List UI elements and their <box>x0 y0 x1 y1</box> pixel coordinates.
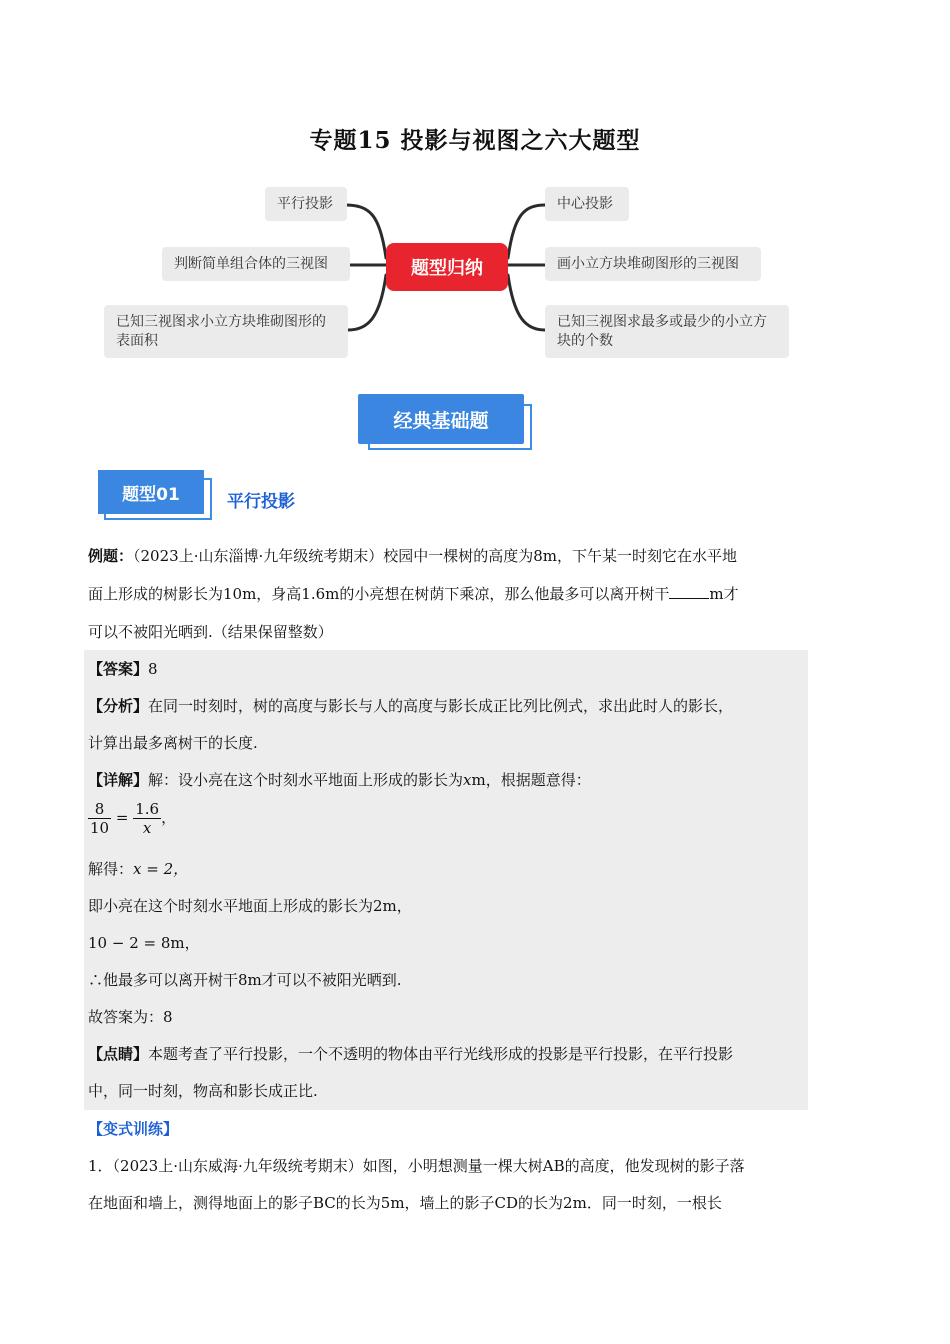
detail-var: x <box>463 771 472 789</box>
shadow-line: 即小亮在这个时刻水平地面上形成的影长为2m， <box>88 897 412 915</box>
connector-left-1 <box>345 205 386 258</box>
variant-q1-line-1: 1．（2023上·山东威海·九年级统考期末）如图，小明想测量一棵大树AB的高度，他发现树的影子落 <box>88 1157 745 1175</box>
point-text-1: 本题考查了平行投影，一个不透明的物体由平行光线形成的投影是平行投影，在平行投影 <box>148 1045 734 1063</box>
example-text-2-tail: m才 <box>709 585 739 603</box>
equals-sign: = <box>115 808 129 827</box>
page-title: 专题15 投影与视图之六大题型 <box>309 127 641 154</box>
section-badge <box>358 394 538 456</box>
solve-eq: x = 2， <box>133 860 189 878</box>
variant-heading: 【变式训练】 <box>88 1120 179 1138</box>
fraction-left-den: 10 <box>90 819 110 837</box>
mindmap-center: 题型归纳 <box>386 243 508 291</box>
mindmap-node-parallel-projection: 平行投影 <box>265 187 347 221</box>
answer-blank <box>669 584 709 599</box>
detail-line-1 <box>88 769 591 790</box>
example-line-1 <box>88 545 737 566</box>
fraction-right-num: 1.6 <box>135 800 160 818</box>
detail-tag: 【详解】 <box>88 771 149 789</box>
connector-right-1 <box>508 205 545 258</box>
analysis-line-1 <box>88 695 733 716</box>
mindmap-node-simple-composite-views: 判断简单组合体的三视图 <box>162 247 350 281</box>
type-badge <box>98 470 216 524</box>
answer-tag: 【答案】 <box>88 660 149 678</box>
final-answer-line: 故答案为：8 <box>88 1008 173 1026</box>
calc-line: 10 − 2 = 8m， <box>88 934 200 952</box>
answer-value: 8 <box>148 660 158 678</box>
detail-text-1b: m，根据题意得： <box>471 771 591 789</box>
fraction-right-den: x <box>142 819 152 837</box>
connector-left-3 <box>348 275 386 330</box>
analysis-text-1: 在同一时刻时，树的高度与影长与人的高度与影长成正比列比例式，求出此时人的影长， <box>148 697 734 715</box>
point-tag: 【点睛】 <box>88 1045 149 1063</box>
fraction-left-num: 8 <box>88 800 111 819</box>
mindmap-node-central-projection: 中心投影 <box>545 187 629 221</box>
section-badge-label: 经典基础题 <box>358 394 524 444</box>
variant-q1-line-2: 在地面和墙上，测得地面上的影子BC的长为5m，墙上的影子CD的长为2m．同一时刻，一根长 <box>88 1194 722 1212</box>
example-label: 例题： <box>88 547 134 565</box>
answer-block <box>84 650 808 1110</box>
type-title: 平行投影 <box>227 492 295 512</box>
fraction-right <box>133 800 161 837</box>
solve-label: 解得： <box>88 860 134 878</box>
detail-text-1: 解：设小亮在这个时刻水平地面上形成的影长为 <box>148 771 464 789</box>
type-badge-label: 题型01 <box>98 470 204 514</box>
solve-line <box>88 858 188 879</box>
proportion-equation <box>88 800 176 837</box>
fraction-left <box>88 800 111 837</box>
analysis-line-2: 计算出最多离树干的长度. <box>88 734 258 752</box>
connector-right-3 <box>508 275 545 330</box>
example-text-1: （2023上·山东淄博·九年级统考期末）校园中一棵树的高度为8m，下午某一时刻它在水平地 <box>133 547 737 565</box>
example-line-3: 可以不被阳光晒到.（结果保留整数） <box>88 623 333 641</box>
therefore-line: ∴他最多可以离开树干8m才可以不被阳光晒到. <box>88 971 402 989</box>
example-line-2 <box>88 583 739 604</box>
mindmap-node-draw-cube-views: 画小立方块堆砌图形的三视图 <box>545 247 761 281</box>
mindmap-node-max-min-cubes: 已知三视图求最多或最少的小立方块的个数 <box>545 305 789 358</box>
point-line-1 <box>88 1043 733 1064</box>
example-text-2: 面上形成的树影长为10m，身高1.6m的小亮想在树荫下乘凉，那么他最多可以离开树干 <box>88 585 670 603</box>
equation-tail: ， <box>161 808 177 827</box>
point-line-2: 中，同一时刻，物高和影长成正比. <box>88 1082 318 1100</box>
analysis-tag: 【分析】 <box>88 697 149 715</box>
mindmap-node-surface-area: 已知三视图求小立方块堆砌图形的表面积 <box>104 305 348 358</box>
answer-line <box>88 658 158 679</box>
